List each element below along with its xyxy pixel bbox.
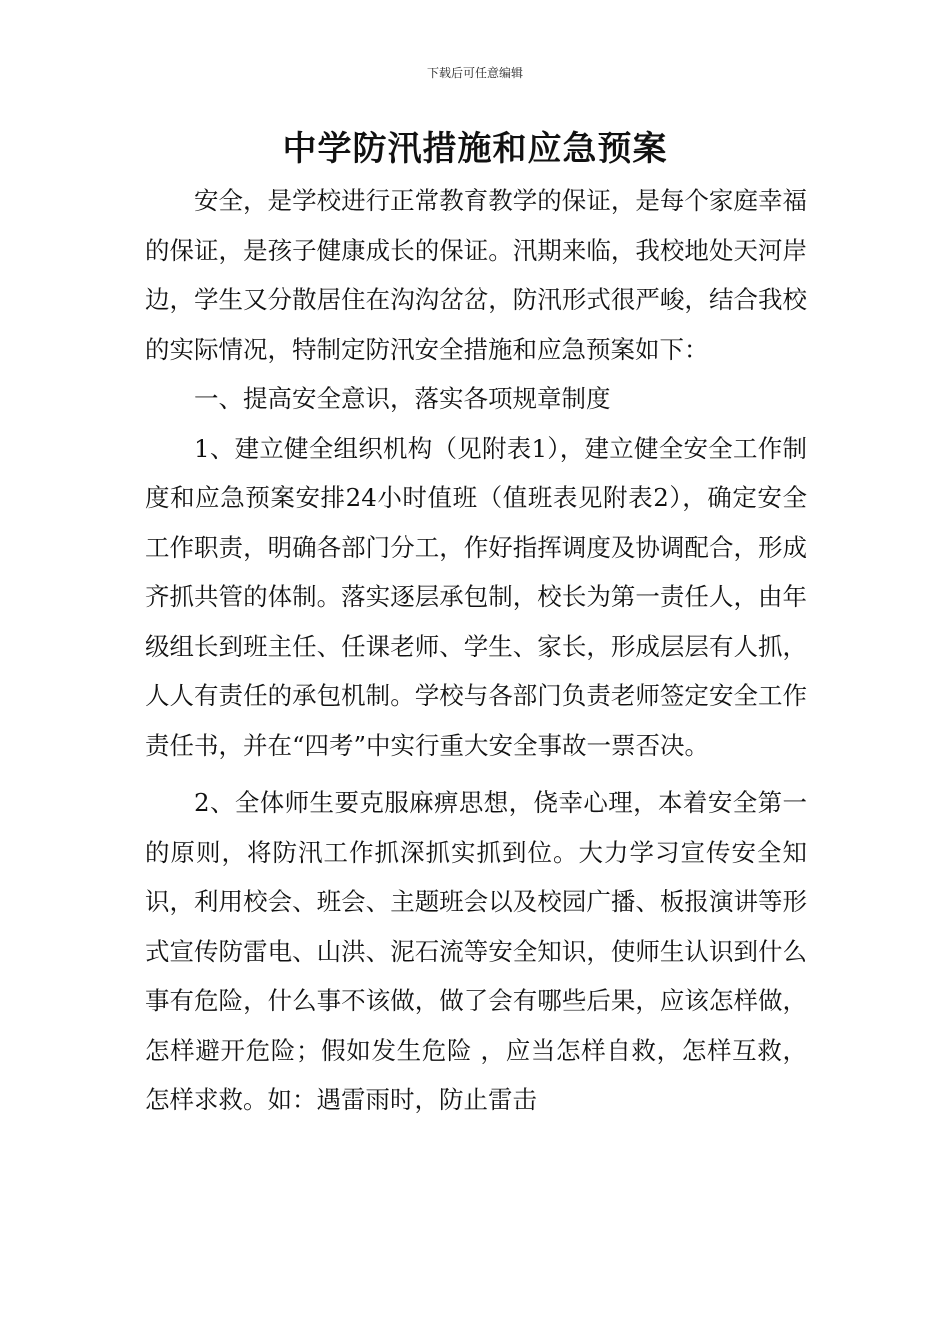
paragraph-section-heading: 一、提高安全意识，落实各项规章制度	[194, 384, 611, 413]
paragraph-intro: 安全，是学校进行正常教育教学的保证，是每个家庭幸福的保证，是孩子健康成长的保证。汛期来临，我校地处天河岸边，学生又分散居住在沟沟岔岔，防汛形式很严峻，结合我校的实际情况，特制定防汛安全措施和应急预案如下：	[145, 186, 807, 364]
paragraph-item-2: 2、全体师生要克服麻痹思想，侥幸心理，本着安全第一的原则，将防汛工作抓深抓实抓到位。大力学习宣传安全知识，利用校会、班会、主题班会以及校园广播、板报演讲等形式宣传防雷电、山洪、泥石流等安全知识，使师生认识到什么事有危险，什么事不该做，做了会有哪些后果，应该怎样做，怎样避开危险；假如发生危险 ，应当怎样自救，怎样互救，怎样求救。如：遇雷雨时，防止雷击	[145, 788, 807, 1114]
document-title: 中学防汛措施和应急预案	[282, 129, 668, 169]
paragraph-item-1: 1、建立健全组织机构（见附表1），建立健全安全工作制度和应急预案安排24小时值班（值班表见附表2），确定安全工作职责，明确各部门分工，作好指挥调度及协调配合，形成齐抓共管的体制。落实逐层承包制，校长为第一责任人，由年级组长到班主任、任课老师、学生、家长，形成层层有人抓，人人有责任的承包机制。学校与各部门负责老师签定安全工作责任书，并在“四考”中实行重大安全事故一票否决。	[145, 433, 807, 760]
document-body	[145, 176, 807, 1125]
header-note: 下载后可任意编辑	[426, 66, 523, 80]
